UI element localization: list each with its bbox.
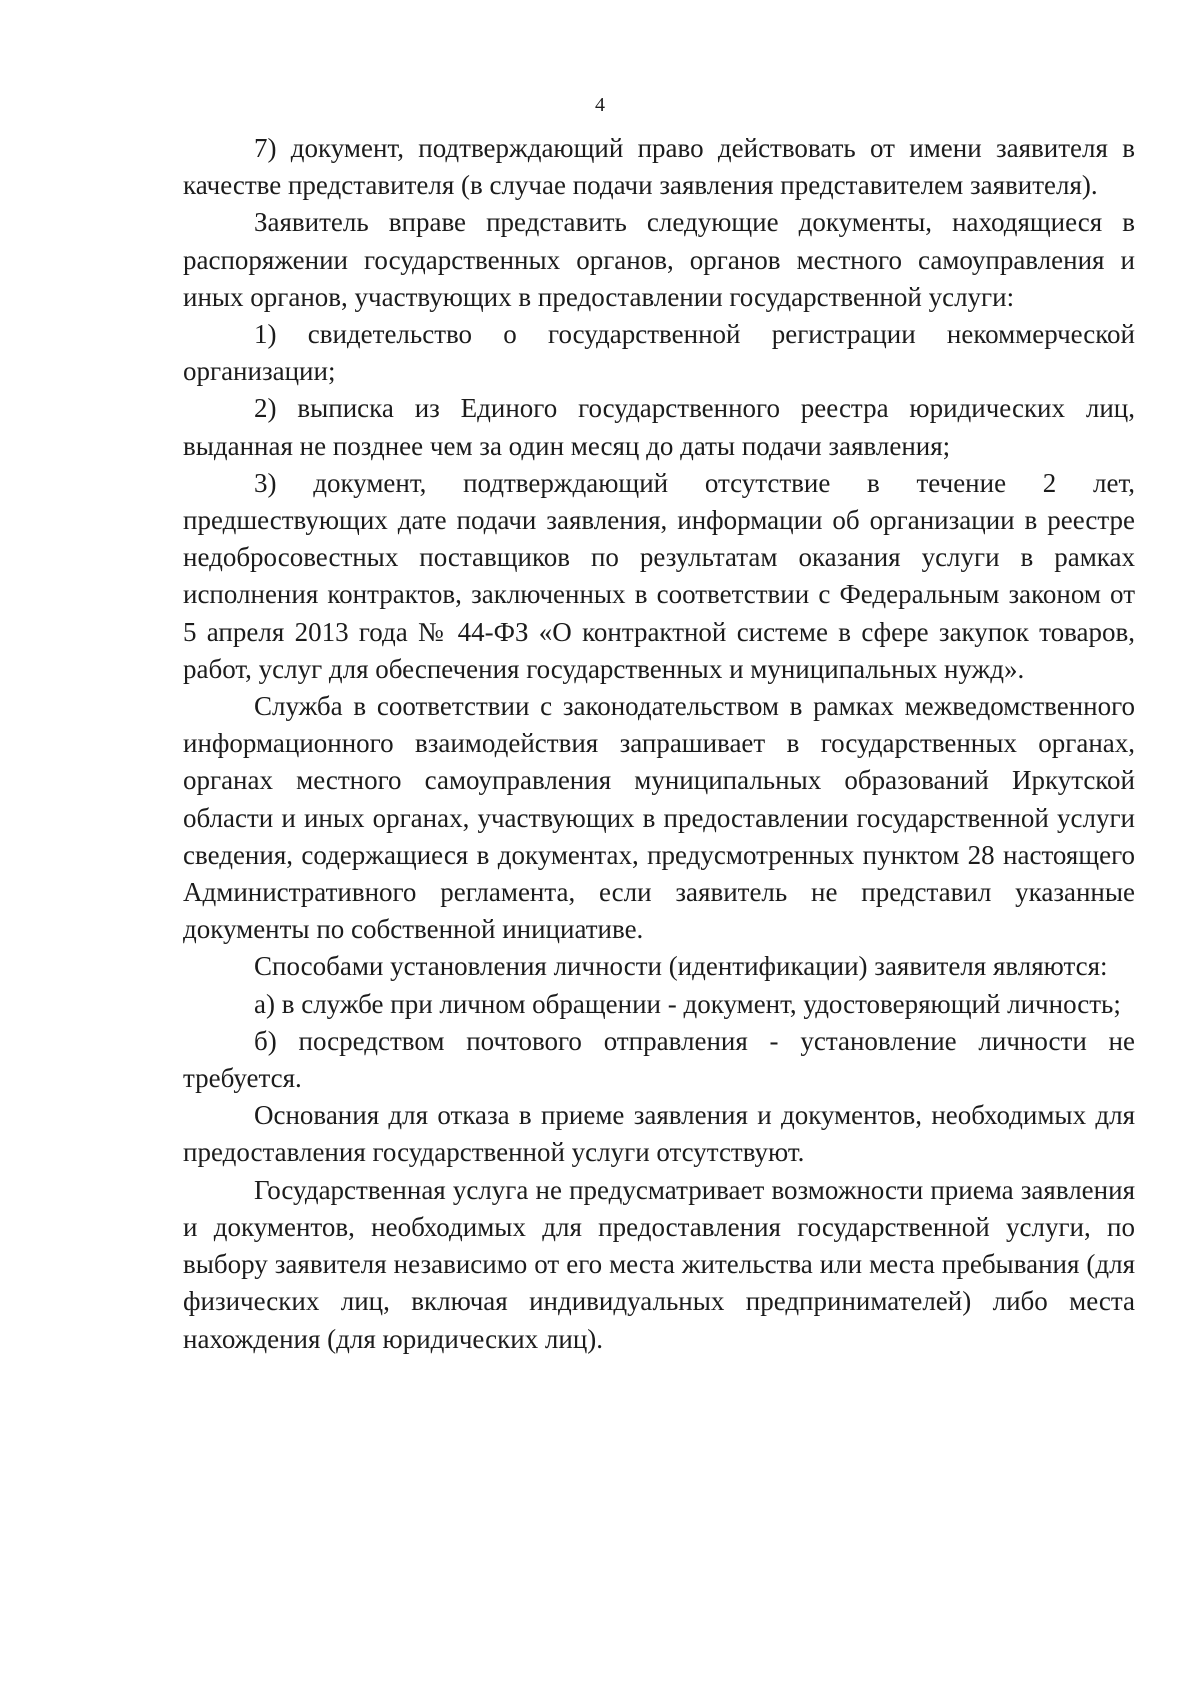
paragraph-identification-methods: Способами установления личности (идентификации) заявителя являются: xyxy=(254,951,1108,982)
paragraph-optional-documents-intro: Заявитель вправе представить следующие документы, находящиеся в распоряжении государственных органов, органов местного самоуправления и иных органов, участвующих в предоставлении государственной услуги: xyxy=(183,207,1135,312)
paragraph-registration-certificate: 1) свидетельство о государственной регистрации некоммерческой организации; xyxy=(183,319,1135,387)
document-body xyxy=(183,130,1135,1358)
paragraph-interagency-request: Служба в соответствии с законодательством в рамках межведомственного информационного взаимодействия запрашивает в государственных органах, органах местного самоуправления муниципальных образований Иркутской области и иных органах, участвующих в предоставлении государственной услуги сведения, содержащиеся в документах, предусмотренных пунктом 28 настоящего Административного регламента, если заявитель не представил указанные документы по собственной инициативе. xyxy=(183,691,1135,945)
paragraph-registry-extract: 2) выписка из Единого государственного реестра юридических лиц, выданная не позднее чем за один месяц до даты подачи заявления; xyxy=(183,393,1135,461)
page-number: 4 xyxy=(595,94,605,116)
paragraph-unscrupulous-suppliers: 3) документ, подтверждающий отсутствие в течение 2 лет, предшествующих дате подачи заявления, информации об организации в реестре недобросовестных поставщиков по результатам оказания услуги в рамках исполнения контрактов, заключенных в соответствии с Федеральным законом от 5 апреля 2013 года № 44-ФЗ «О контрактной системе в сфере закупок товаров, работ, услуг для обеспечения государственных и муниципальных нужд». xyxy=(183,467,1135,684)
paragraph-extraterritorial-principle: Государственная услуга не предусматривает возможности приема заявления и документов, необходимых для предоставления государственной услуги, по выбору заявителя независимо от его места жительства или места пребывания (для физических лиц, включая индивидуальных предпринимателей) либо места нахождения (для юридических лиц). xyxy=(183,1174,1135,1354)
paragraph-in-person-identification: а) в службе при личном обращении - документ, удостоверяющий личность; xyxy=(254,988,1121,1019)
paragraph-refusal-grounds: Основания для отказа в приеме заявления и документов, необходимых для предоставления государственной услуги отсутствуют. xyxy=(183,1100,1135,1168)
paragraph-representative-document: 7) документ, подтверждающий право действовать от имени заявителя в качестве представителя (в случае подачи заявления представителем заявителя). xyxy=(183,133,1135,201)
paragraph-postal-identification: б) посредством почтового отправления - установление личности не требуется. xyxy=(183,1025,1135,1094)
